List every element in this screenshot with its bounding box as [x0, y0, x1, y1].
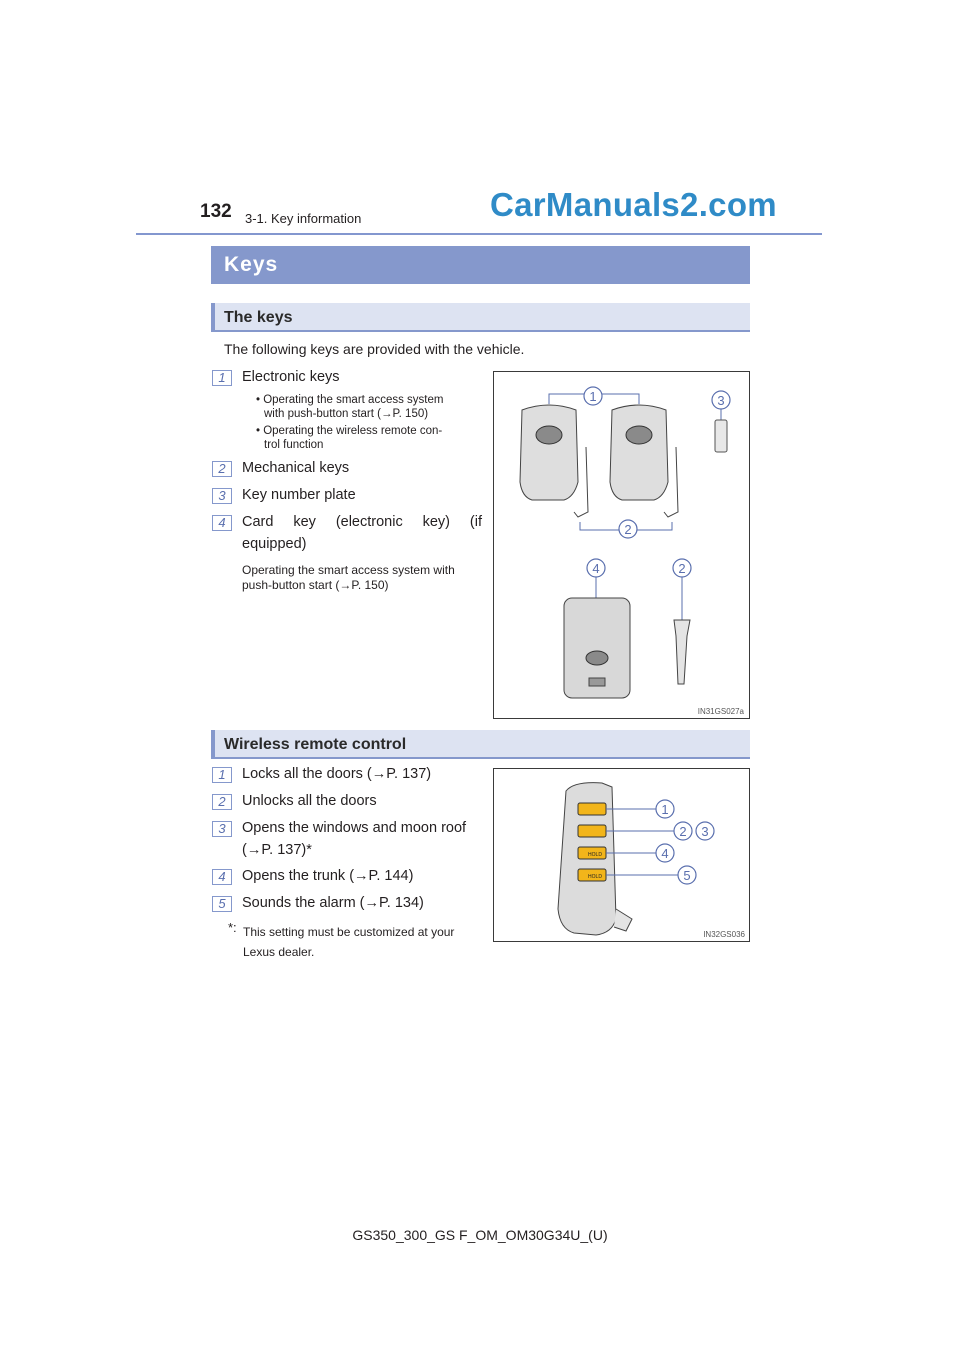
subsection-title-keys: The keys — [224, 309, 293, 326]
bullet-smart-access — [256, 393, 481, 421]
callout-2-label: 2 — [624, 522, 632, 537]
lexus-logo-icon — [586, 651, 608, 665]
bullet-line: • Operating the smart access system — [256, 394, 444, 406]
item-unlock-doors: Unlocks all the doors — [242, 793, 377, 809]
header-divider — [136, 233, 822, 235]
item-number: 5 — [212, 896, 232, 912]
item-mechanical-keys: Mechanical keys — [242, 460, 350, 476]
electronic-key-1 — [520, 405, 578, 500]
item-number: 3 — [212, 488, 232, 504]
item-card-key-cont: equipped) — [242, 536, 307, 552]
lock-button — [578, 803, 606, 815]
trunk-button-label: HOLD — [588, 852, 602, 858]
card-key-note — [242, 563, 482, 593]
keys-drawing — [494, 372, 749, 718]
item-open-windows: Opens the windows and moon roof — [242, 820, 467, 836]
leader-line — [637, 522, 672, 530]
item-number: 1 — [212, 767, 232, 783]
figure-code: IN31GS027a — [697, 707, 744, 716]
footer-doc-code: GS350_300_GS F_OM_OM30G34U_(U) — [352, 1227, 608, 1243]
bullet-line: trol function — [264, 439, 324, 451]
leader-line — [602, 394, 639, 404]
callout-2-label: 2 — [679, 824, 687, 839]
callout-4-label: 4 — [592, 561, 600, 576]
item-number: 3 — [212, 821, 232, 837]
note-line: push-button start (→P. 150) — [242, 578, 389, 592]
note-line: Operating the smart access system with — [242, 563, 455, 577]
intro-text: The following keys are provided with the vehicle. — [224, 341, 525, 357]
figure-code: IN32GS036 — [703, 930, 745, 939]
item-card-key: Card key (electronic key) (if — [242, 514, 482, 530]
electronic-key-2 — [610, 405, 668, 500]
section-title: Keys — [224, 253, 279, 276]
remote-illustration — [493, 768, 750, 942]
bullet-wireless-remote — [256, 424, 481, 452]
footnote — [243, 922, 483, 962]
item-number: 2 — [212, 794, 232, 810]
unlock-button — [578, 825, 606, 837]
item-key-number-plate: Key number plate — [242, 487, 356, 503]
subsection-title-remote: Wireless remote control — [224, 736, 407, 753]
item-lock-doors: Locks all the doors (→P. 137) — [242, 766, 432, 782]
item-number: 2 — [212, 461, 232, 477]
item-number: 4 — [212, 869, 232, 885]
section-title-bar — [211, 246, 750, 284]
footnote-line: Lexus dealer. — [243, 945, 315, 959]
mechanical-key-loose — [674, 620, 690, 684]
lexus-logo-icon — [626, 426, 652, 444]
remote-key-tip — [614, 909, 632, 931]
chapter-title: 3-1. Key information — [245, 211, 362, 226]
callout-4-label: 4 — [661, 846, 669, 861]
callout-1-label: 1 — [589, 389, 597, 404]
footnote-mark: *: — [228, 920, 237, 935]
item-electronic-keys: Electronic keys — [242, 369, 340, 385]
item-open-trunk: Opens the trunk (→P. 144) — [242, 868, 414, 884]
panic-button-label: HOLD — [588, 874, 602, 880]
item-number: 4 — [212, 515, 232, 531]
callout-3-label: 3 — [701, 824, 709, 839]
leader-line — [549, 394, 584, 404]
watermark-logo: CarManuals2.com — [490, 186, 777, 223]
bullet-line: with push-button start (→P. 150) — [264, 408, 429, 420]
card-key-slot — [589, 678, 605, 686]
callout-2-label: 2 — [678, 561, 686, 576]
page-number: 132 — [200, 201, 232, 222]
bullet-line: • Operating the wireless remote con- — [256, 425, 443, 437]
callout-5-label: 5 — [683, 868, 691, 883]
key-number-plate-drawing — [715, 420, 727, 452]
footnote-line: This setting must be customized at your — [243, 925, 455, 939]
remote-drawing — [494, 769, 749, 941]
callout-3-label: 3 — [717, 393, 725, 408]
lexus-logo-icon — [536, 426, 562, 444]
callout-1-label: 1 — [661, 802, 669, 817]
keys-illustration — [493, 371, 750, 719]
item-number: 1 — [212, 370, 232, 386]
item-sound-alarm: Sounds the alarm (→P. 134) — [242, 895, 424, 911]
item-open-windows-cont: (→P. 137)* — [242, 842, 312, 858]
leader-line — [580, 522, 619, 530]
